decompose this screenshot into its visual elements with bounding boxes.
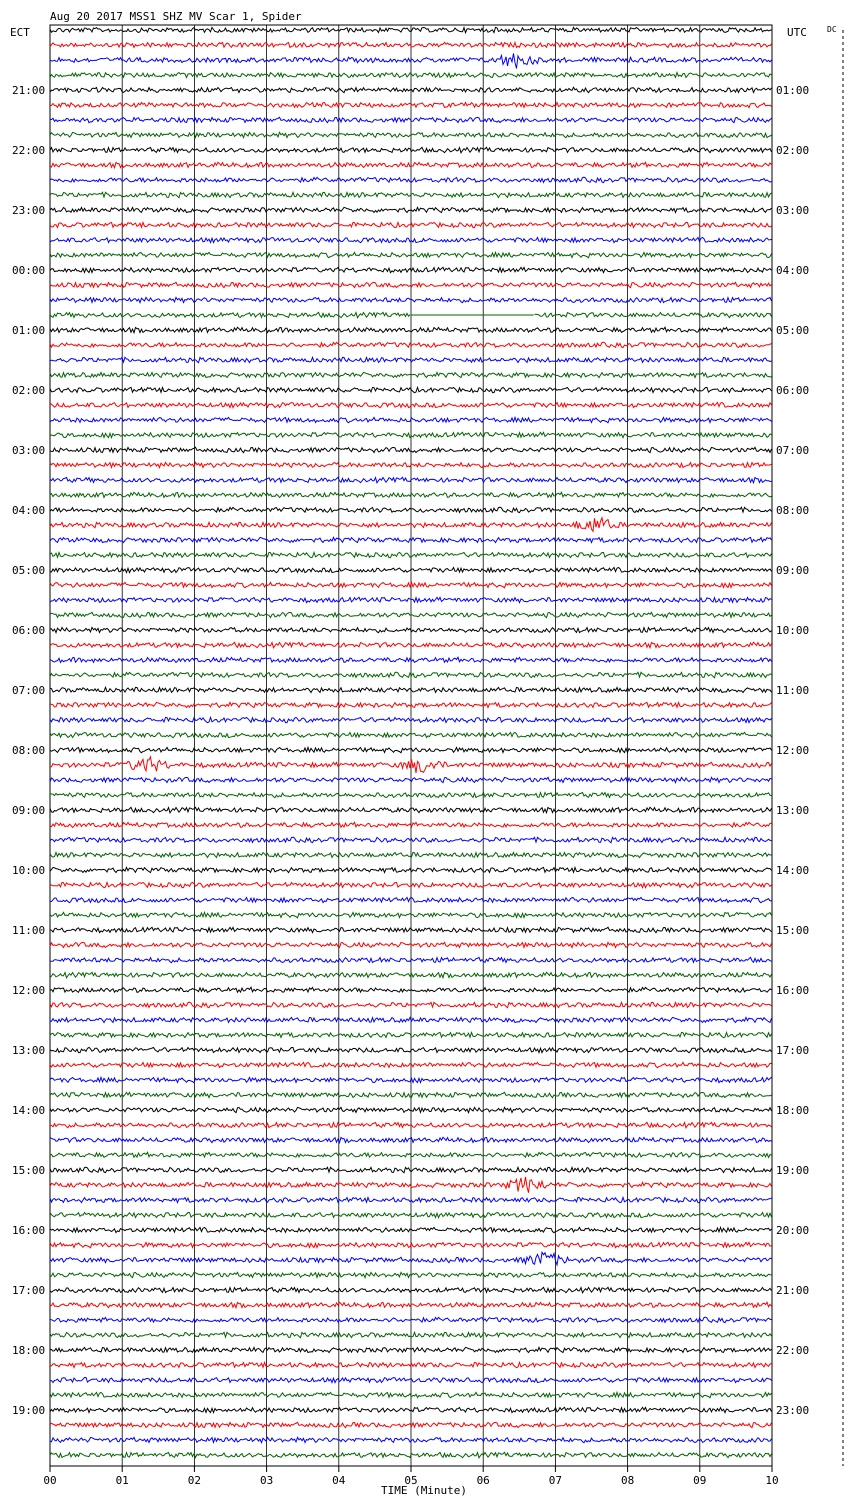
right-hour-label: 23:00 xyxy=(776,1404,810,1417)
x-tick-label: 08 xyxy=(620,1474,635,1487)
right-hour-label: 06:00 xyxy=(776,384,810,397)
right-hour-label: 03:00 xyxy=(776,204,810,217)
right-hour-label: 12:00 xyxy=(776,744,810,757)
x-tick-label: 01 xyxy=(115,1474,129,1487)
chart-title: Aug 20 2017 MSS1 SHZ MV Scar 1, Spider xyxy=(50,10,302,23)
dc-marker-label: DC xyxy=(827,25,837,34)
left-hour-label: 10:00 xyxy=(12,864,46,877)
right-hour-label: 05:00 xyxy=(776,324,810,337)
right-hour-label: 11:00 xyxy=(776,684,810,697)
x-tick-label: 07 xyxy=(548,1474,563,1487)
left-timezone-label: ECT xyxy=(10,26,30,39)
right-hour-label: 02:00 xyxy=(776,144,810,157)
right-hour-label: 09:00 xyxy=(776,564,810,577)
left-hour-label: 11:00 xyxy=(12,924,46,937)
right-hour-label: 14:00 xyxy=(776,864,810,877)
right-hour-label: 16:00 xyxy=(776,984,810,997)
right-hour-label: 15:00 xyxy=(776,924,810,937)
right-hour-label: 07:00 xyxy=(776,444,810,457)
left-hour-label: 09:00 xyxy=(12,804,46,817)
left-hour-label: 01:00 xyxy=(12,324,46,337)
x-tick-label: 00 xyxy=(43,1474,57,1487)
left-hour-label: 04:00 xyxy=(12,504,46,517)
x-tick-label: 02 xyxy=(187,1474,202,1487)
left-hour-label: 18:00 xyxy=(12,1344,46,1357)
left-hour-label: 22:00 xyxy=(12,144,46,157)
left-hour-label: 14:00 xyxy=(12,1104,46,1117)
left-hour-label: 13:00 xyxy=(12,1044,46,1057)
right-hour-label: 18:00 xyxy=(776,1104,810,1117)
right-hour-label: 04:00 xyxy=(776,264,810,277)
right-hour-label: 13:00 xyxy=(776,804,810,817)
x-tick-label: 05 xyxy=(404,1474,418,1487)
right-hour-label: 08:00 xyxy=(776,504,810,517)
left-hour-label: 19:00 xyxy=(12,1404,46,1417)
left-hour-label: 23:00 xyxy=(12,204,46,217)
left-hour-labels xyxy=(12,84,45,1417)
right-hour-label: 21:00 xyxy=(776,1284,810,1297)
x-tick-label: 04 xyxy=(332,1474,346,1487)
x-tick-label: 10 xyxy=(765,1474,779,1487)
left-hour-label: 21:00 xyxy=(12,84,46,97)
right-hour-label: 19:00 xyxy=(776,1164,810,1177)
right-hour-label: 17:00 xyxy=(776,1044,810,1057)
x-tick-label: 03 xyxy=(259,1474,274,1487)
right-hour-label: 10:00 xyxy=(776,624,810,637)
right-hour-label: 01:00 xyxy=(776,84,810,97)
left-hour-label: 02:00 xyxy=(12,384,46,397)
left-hour-label: 17:00 xyxy=(12,1284,46,1297)
left-hour-label: 00:00 xyxy=(12,264,46,277)
left-hour-label: 05:00 xyxy=(12,564,46,577)
right-hour-label: 22:00 xyxy=(776,1344,810,1357)
left-hour-label: 16:00 xyxy=(12,1224,46,1237)
right-hour-label: 20:00 xyxy=(776,1224,810,1237)
left-hour-label: 12:00 xyxy=(12,984,46,997)
x-tick-label: 06 xyxy=(476,1474,490,1487)
x-tick-label: 09 xyxy=(693,1474,707,1487)
x-axis-label: TIME (Minute) xyxy=(380,1484,468,1497)
left-hour-label: 03:00 xyxy=(12,444,46,457)
right-timezone-label: UTC xyxy=(787,26,807,39)
left-hour-label: 07:00 xyxy=(12,684,46,697)
left-hour-label: 08:00 xyxy=(12,744,46,757)
left-hour-label: 06:00 xyxy=(12,624,46,637)
right-hour-labels xyxy=(776,84,809,1417)
left-hour-label: 15:00 xyxy=(12,1164,46,1177)
